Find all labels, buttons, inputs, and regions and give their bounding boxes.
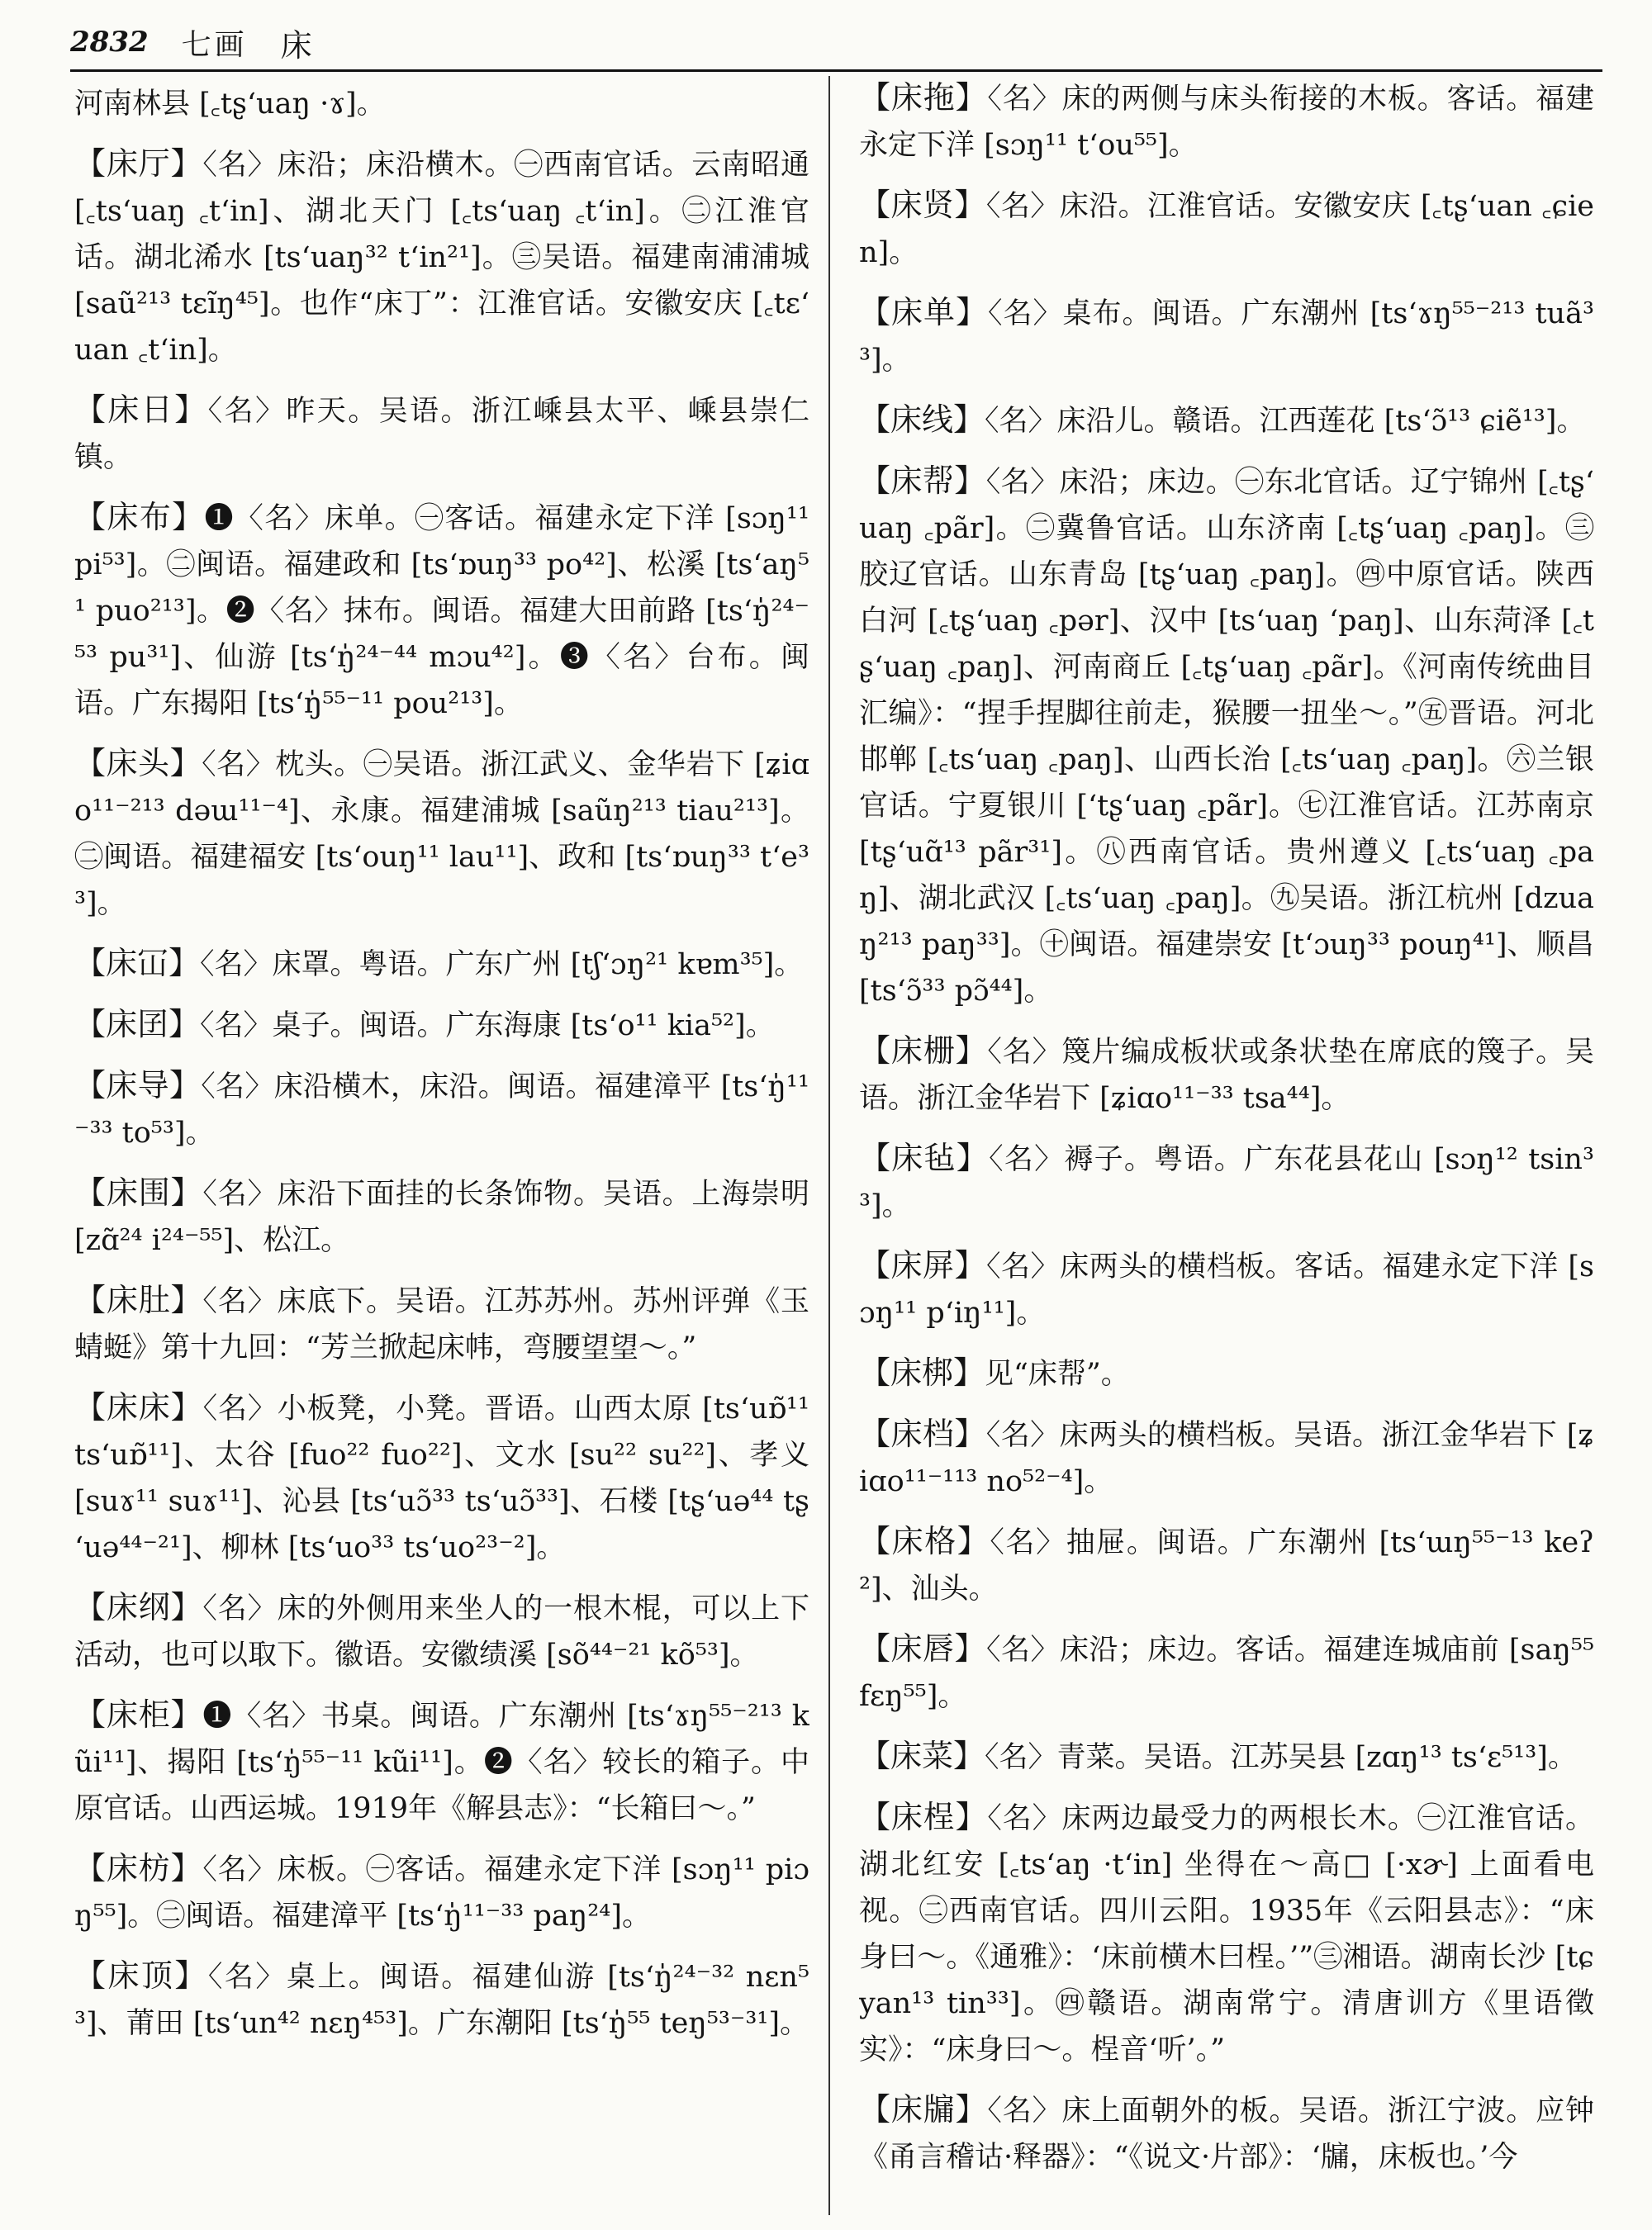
dictionary-entry: [859, 2086, 1594, 2180]
dictionary-entry: [859, 182, 1594, 276]
page-number: 2832: [70, 26, 149, 59]
entry-definition: 〈名〉桌布。闽语。广东潮州 [tsʻɤŋ⁵⁵⁻²¹³ tuã³³]。: [859, 297, 1594, 377]
entry-headword: 【床梆】: [859, 1355, 985, 1391]
dictionary-entry: [859, 1135, 1594, 1229]
entry-headword: 【床肚】: [74, 1282, 203, 1318]
entry-headword: 【床日】: [74, 391, 208, 428]
entry-headword: 【床囝】: [74, 1006, 201, 1042]
dictionary-entry: [74, 1584, 809, 1678]
dictionary-entry: [74, 1691, 809, 1832]
entry-definition: 〈名〉床沿下面挂的长条饰物。吴语。上海崇明 [zɑ̃²⁴ i²⁴⁻⁵⁵]、松江。: [74, 1178, 809, 1257]
column-divider: [828, 76, 830, 2215]
dictionary-entry: [74, 1001, 809, 1049]
dictionary-entry: [74, 1952, 809, 2047]
left-column: [74, 74, 809, 2222]
entry-headword: 【床头】: [74, 745, 202, 781]
entry-definition: 见“床帮”。: [985, 1358, 1130, 1391]
dictionary-entry: [859, 458, 1594, 1014]
dictionary-entry: [74, 1384, 809, 1571]
dictionary-entry: [859, 1518, 1594, 1612]
entry-headword: 【床柜】: [74, 1696, 203, 1733]
entry-definition: 〈名〉褥子。粤语。广东花县花山 [sɔŋ¹² tsin³³]。: [859, 1143, 1594, 1222]
entry-definition: ❶〈名〉书桌。闽语。广东潮州 [tsʻɤŋ⁵⁵⁻²¹³ kũi¹¹]、揭阳 [tsʻŋ̍⁵⁵⁻¹¹ kũi¹¹]。❷〈名〉较长的箱子。中原官话。山西运城。1919年《解县志》：“长箱曰～。”: [74, 1700, 809, 1825]
entry-headword: 【床围】: [74, 1174, 203, 1211]
dictionary-entry: [74, 140, 809, 373]
dictionary-entry: [74, 494, 809, 727]
entry-definition: 〈名〉床上面朝外的板。吴语。浙江宁波。应钟《甬言稽诂·释器》：“《说文·片部》：‘牖，床板也。’今: [859, 2095, 1594, 2174]
entry-definition: 〈名〉床沿；床边。㊀东北官话。辽宁锦州 [꜀tʂʻuaŋ ꜀pãr]。㊁冀鲁官话。山东济南 [꜀tʂʻuaŋ ꜀paŋ]。㊂胶辽官话。山东青岛 [tʂʻuaŋ ꜀paŋ]。㊃中原官话。陕西白河 [꜀tʂʻuaŋ ꜀pər]、汉中 [tsʻuaŋ ʻpaŋ]、山东菏泽 [꜀tʂʻuaŋ ꜀paŋ]、河南商丘 [꜀tʂʻuaŋ ꜀pãr]。《河南传统曲目汇编》：“捏手捏脚往前走，猴腰一扭坐～。”㊄晋语。河北邯郸 [꜀tsʻuaŋ ꜀paŋ]、山西长治 [꜀tsʻuaŋ ꜀paŋ]。㊅兰银官话。宁夏银川 [ʻtʂʻuaŋ ꜀pãr]。㊆江淮官话。江苏南京 [tʂʻuɑ̃¹³ pãr³¹]。㊇西南官话。贵州遵义 [꜀tsʻuaŋ ꜀paŋ]、湖北武汉 [꜀tsʻuaŋ ꜀paŋ]。㊈吴语。浙江杭州 [dzuaŋ²¹³ paŋ³³]。㊉闽语。福建崇安 [tʻɔuŋ³³ pouŋ⁴¹]、顺昌 [tsʻɔ̃³³ pɔ̃⁴⁴]。: [859, 466, 1594, 1008]
page-header: [70, 17, 1602, 68]
head-character: 床: [280, 26, 312, 64]
entry-definition: ❶〈名〉床单。㊀客话。福建永定下洋 [sɔŋ¹¹ pi⁵³]。㊁闽语。福建政和 [tsʻɒuŋ³³ po⁴²]、松溪 [tsʻaŋ⁵¹ puo²¹³]。❷〈名〉抹布。闽语。福建大田前路 [tsʻŋ̍²⁴⁻⁵³ pu³¹]、仙游 [tsʻŋ̍²⁴⁻⁴⁴ mɔu⁴²]。❸〈名〉台布。闽语。广东揭阳 [tsʻŋ̍⁵⁵⁻¹¹ pou²¹³]。: [74, 502, 809, 720]
entry-definition: 〈名〉床沿。江淮官话。安徽安庆 [꜀tʂʻuan ꜀ɕien]。: [859, 190, 1594, 269]
entry-definition: 〈名〉床沿横木，床沿。闽语。福建漳平 [tsʻŋ̍¹¹⁻³³ to⁵³]。: [74, 1070, 809, 1150]
entry-headword: 【床单】: [859, 294, 989, 330]
dictionary-entry: [74, 1170, 809, 1264]
entry-headword: 【床栅】: [859, 1032, 988, 1069]
entry-headword: 【床床】: [74, 1389, 203, 1426]
entry-definition: 〈名〉床的外侧用来坐人的一根木棍，可以上下活动，也可以取下。徽语。安徽绩溪 [sõ⁴⁴⁻²¹ kõ⁵³]。: [74, 1592, 809, 1672]
entry-definition: 〈名〉床沿；床沿横木。㊀西南官话。云南昭通 [꜀tsʻuaŋ ꜀tʻin]、湖北天门 [꜀tsʻuaŋ ꜀tʻin]。㊁江淮官话。湖北浠水 [tsʻuaŋ³² tʻin²¹]。㊂吴语。福建南浦浦城 [saũ²¹³ tɛĩŋ⁴⁵]。也作“床丁”：江淮官话。安徽安庆 [꜀tɛʻuan ꜀tʻin]。: [74, 149, 809, 367]
entry-headword: 【床帮】: [859, 463, 986, 499]
entry-headword: 【床菜】: [859, 1738, 985, 1774]
entry-definition: 〈名〉床两边最受力的两根长木。㊀江淮官话。湖北红安 [꜀tsʻaŋ ·tʻin] 坐得在～高□ [·xɚ] 上面看电视。㊁西南官话。四川云阳。1935年《云阳县志》：“床身曰～。《通雅》：‘床前横木曰桯。’”㊂湘语。湖南长沙 [tɕyan¹³ tin³³]。㊃赣语。湖南常宁。清唐训方《里语徵实》：“床身曰～。桯音‘听’。”: [859, 1802, 1594, 2066]
dictionary-entry: [859, 1242, 1594, 1336]
entry-definition: 〈名〉枕头。㊀吴语。浙江武义、金华岩下 [ʑiɑo¹¹⁻²¹³ dəɯ¹¹⁻⁴]、永康。福建浦城 [saũŋ²¹³ tiau²¹³]。㊁闽语。福建福安 [tsʻouŋ¹¹ lau¹¹]、政和 [tsʻɒuŋ³³ tʻe³³]。: [74, 748, 809, 920]
entry-headword: 【床桯】: [859, 1799, 988, 1835]
continuation-text: 河南林县 [꜀tʂʻuaŋ ·ɤ]。: [74, 88, 386, 121]
entry-headword: 【床牖】: [859, 2091, 988, 2128]
dictionary-entry: [859, 74, 1594, 168]
right-column: [859, 74, 1594, 2222]
entry-definition: 〈名〉桌上。闽语。福建仙游 [tsʻŋ̍²⁴⁻³² nɛn⁵³]、莆田 [tsʻun⁴² nɛŋ⁴⁵³]。广东潮阳 [tsʻŋ̍⁵⁵ teŋ⁵³⁻³¹]。: [74, 1961, 809, 2040]
dictionary-entry: [859, 1350, 1594, 1397]
entry-definition: 〈名〉床沿；床边。客话。福建连城庙前 [saŋ⁵⁵ fɛŋ⁵⁵]。: [859, 1634, 1594, 1713]
dictionary-entry: [859, 289, 1594, 383]
entry-definition: 〈名〉床两头的横档板。客话。福建永定下洋 [sɔŋ¹¹ pʻiŋ¹¹]。: [859, 1250, 1594, 1330]
entry-headword: 【床贤】: [859, 187, 986, 223]
entry-definition: 〈名〉床两头的横档板。吴语。浙江金华岩下 [ʑiɑo¹¹⁻¹¹³ no⁵²⁻⁴]。: [859, 1419, 1594, 1498]
entry-headword: 【床导】: [74, 1067, 202, 1103]
dictionary-entry: [74, 740, 809, 927]
dictionary-entry: [74, 1277, 809, 1371]
dictionary-entry: [74, 1062, 809, 1156]
entry-definition: 〈名〉床罩。粤语。广东广州 [tʃʻɔŋ²¹ kɐm³⁵]。: [200, 948, 804, 981]
entry-headword: 【床顶】: [74, 1957, 208, 1994]
entry-headword: 【床线】: [859, 401, 985, 438]
entry-headword: 【床格】: [859, 1523, 990, 1559]
entry-headword: 【床厅】: [74, 145, 203, 182]
dictionary-entry: [859, 1794, 1594, 2073]
entry-headword: 【床枋】: [74, 1850, 203, 1886]
dictionary-entry: [859, 1027, 1594, 1122]
entry-definition: 〈名〉床的两侧与床头衔接的木板。客话。福建永定下洋 [sɔŋ¹¹ tʻou⁵⁵]。: [859, 83, 1594, 162]
entry-definition: 〈名〉桌子。闽语。广东海康 [tsʻo¹¹ kia⁵²]。: [200, 1009, 775, 1042]
entry-definition: 〈名〉昨天。吴语。浙江嵊县太平、嵊县崇仁镇。: [74, 395, 809, 474]
entry-headword: 【床拖】: [859, 79, 988, 116]
entry-definition: 〈名〉青菜。吴语。江苏吴县 [zɑŋ¹³ tsʻɛ⁵¹³]。: [985, 1741, 1577, 1774]
dictionary-entry: [74, 387, 809, 481]
entry-headword: 【床布】: [74, 499, 205, 535]
header-rule: [70, 69, 1602, 72]
entry-headword: 【床冚】: [74, 945, 201, 981]
dictionary-entry: [74, 940, 809, 988]
entry-definition: 〈名〉床板。㊀客话。福建永定下洋 [sɔŋ¹¹ piɔŋ⁵⁵]。㊁闽语。福建漳平 [tsʻŋ̍¹¹⁻³³ paŋ²⁴]。: [74, 1853, 809, 1933]
stroke-section-label: 七画: [181, 27, 248, 62]
entry-definition: 〈名〉床沿儿。赣语。江西莲花 [tsʻɔ̃¹³ ɕiẽ¹³]。: [985, 405, 1586, 438]
entry-headword: 【床唇】: [859, 1630, 986, 1667]
dictionary-entry: [859, 396, 1594, 444]
entry-headword: 【床屏】: [859, 1247, 987, 1283]
entry-headword: 【床毡】: [859, 1140, 990, 1176]
entry-definition: 〈名〉抽屉。闽语。广东潮州 [tsʻɯŋ⁵⁵⁻¹³ keʔ²]、汕头。: [859, 1526, 1594, 1606]
entry-headword: 【床纲】: [74, 1589, 203, 1625]
dictionary-entry: [859, 1733, 1594, 1781]
entry-definition: 〈名〉小板凳，小凳。晋语。山西太原 [tsʻuɒ̃¹¹ tsʻuɒ̃¹¹]、太谷 [fuo²² fuo²²]、文水 [su²² su²²]、孝义 [suɤ¹¹ suɤ¹¹]、沁县 [tsʻuɔ̃³³ tsʻuɔ̃³³]、石楼 [tʂʻuə⁴⁴ tʂʻuə⁴⁴⁻²¹]、柳林 [tsʻuo³³ tsʻuo²³⁻²]。: [74, 1393, 809, 1564]
dictionary-entry: [74, 1845, 809, 1939]
entry-definition: 〈名〉篾片编成板状或条状垫在席底的篾子。吴语。浙江金华岩下 [ʑiɑo¹¹⁻³³ tsa⁴⁴]。: [859, 1036, 1594, 1115]
dictionary-entry: [859, 1625, 1594, 1720]
entry-headword: 【床档】: [859, 1416, 986, 1452]
dictionary-entry: [859, 1411, 1594, 1505]
entry-definition: 〈名〉床底下。吴语。江苏苏州。苏州评弹《玉蜻蜓》第十九回：“芳兰掀起床帏，弯腰望望～。”: [74, 1285, 809, 1364]
